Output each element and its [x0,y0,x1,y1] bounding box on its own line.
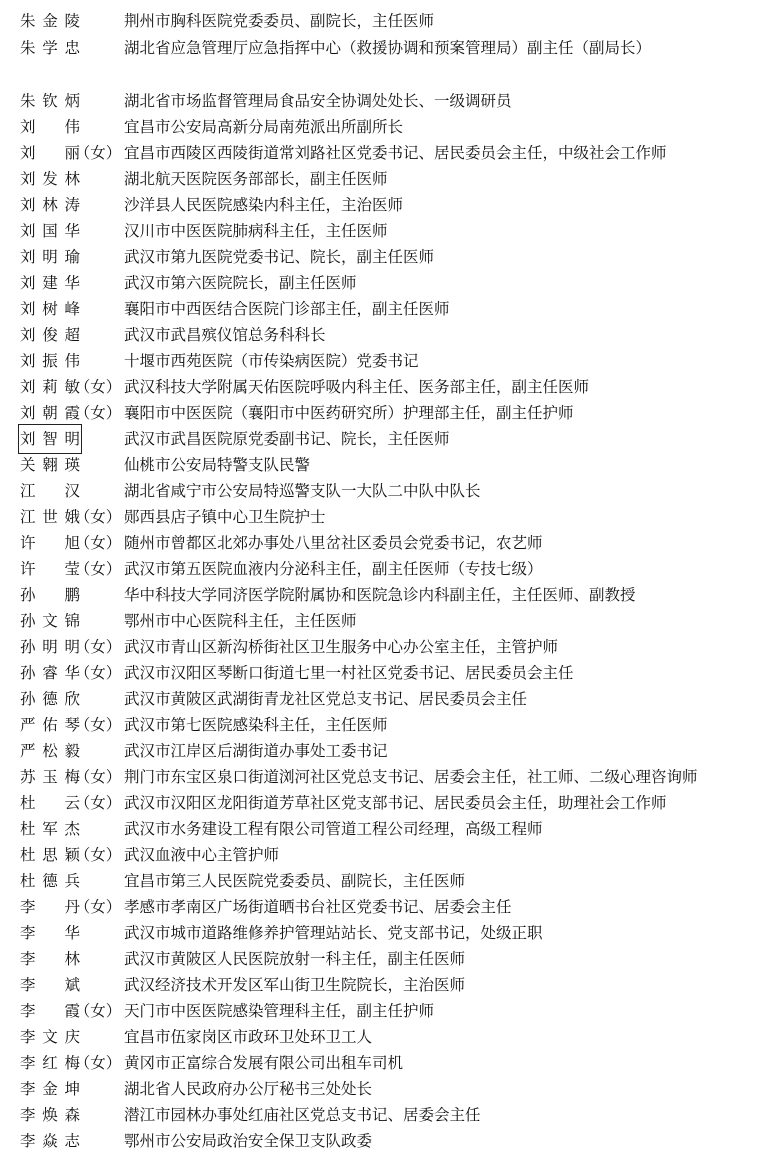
roster-entry [0,322,758,348]
roster-entry [0,296,758,322]
entry-name: 刘智明 [20,426,80,452]
roster-entry [0,790,758,816]
entry-title: 湖北省人民政府办公厅秘书三处处长 [124,1080,373,1098]
entry-name: 严松毅 [20,742,80,760]
roster-entry [0,114,758,140]
roster-entry [0,1050,758,1076]
entry-gender: （女） [74,794,122,812]
entry-name: 刘树峰 [20,300,80,318]
entry-title: 武汉市第九医院党委书记、院长，副主任医师 [124,248,435,266]
entry-name: 刘 丽 [20,144,80,162]
entry-title: 武汉科技大学附属天佑医院呼吸内科主任、医务部主任，副主任医师 [124,378,590,396]
entry-title: 武汉市第七医院感染科主任，主任医师 [124,716,388,734]
entry-title: 湖北省咸宁市公安局特巡警支队一大队二中队中队长 [124,482,481,500]
entry-title: 襄阳市中医医院（襄阳市中医药研究所）护理部主任，副主任护师 [124,404,574,422]
roster-entry [0,582,758,608]
entry-title: 武汉市第六医院院长，副主任医师 [124,274,357,292]
entry-name: 李焕森 [20,1106,80,1124]
entry-title: 十堰市西苑医院（市传染病医院）党委书记 [124,352,419,370]
entry-title: 武汉市武昌医院原党委副书记、院长，主任医师 [124,430,450,448]
entry-gender: （女） [74,1002,122,1020]
entry-title: 襄阳市中西医结合医院门诊部主任，副主任医师 [124,300,450,318]
entry-name: 李 斌 [20,976,80,994]
roster-entry [0,712,758,738]
entry-title: 武汉血液中心主管护师 [124,846,280,864]
entry-name: 李 丹 [20,898,80,916]
entry-title: 武汉市江岸区后湖街道办事处工委书记 [124,742,388,760]
entry-title: 宜昌市伍家岗区市政环卫处环卫工人 [124,1028,373,1046]
entry-name: 苏玉梅 [20,768,80,786]
entry-title: 黄冈市正富综合发展有限公司出租车司机 [124,1054,404,1072]
entry-title: 潜江市园林办事处红庙社区党总支书记、居委会主任 [124,1106,481,1124]
roster-entry [0,244,758,270]
entry-title: 武汉市黄陂区武湖街青龙社区党总支书记、居民委员会主任 [124,690,528,708]
entry-name: 孙明明 [20,638,80,656]
entry-gender: （女） [74,898,122,916]
entry-name: 江 汉 [20,482,80,500]
roster-entry [0,1128,758,1154]
roster-entry [0,374,758,400]
roster-entry [0,894,758,920]
entry-name: 许 莹 [20,560,80,578]
entry-name: 刘 伟 [20,118,80,136]
entry-title: 郧西县店子镇中心卫生院护士 [124,508,326,526]
entry-name: 刘莉敏 [20,378,80,396]
roster-entry [0,426,758,452]
entry-name: 李文庆 [20,1028,80,1046]
entry-name: 刘林涛 [20,196,80,214]
entry-name: 杜军杰 [20,820,80,838]
entry-gender: （女） [74,1054,122,1072]
entry-name: 李焱志 [20,1132,80,1150]
entry-name: 孙德欣 [20,690,80,708]
entry-name: 刘明瑜 [20,248,80,266]
entry-gender: （女） [74,404,122,422]
entry-name: 李 霞 [20,1002,80,1020]
roster-entry [0,348,758,374]
entry-title: 汉川市中医医院肺病科主任，主任医师 [124,222,388,240]
roster-entry [0,1076,758,1102]
roster-entry [0,218,758,244]
roster-entry [0,88,758,114]
entry-name: 刘俊超 [20,326,80,344]
entry-gender: （女） [74,508,122,526]
roster-entry [0,504,758,530]
entry-gender: （女） [74,846,122,864]
entry-name: 刘朝霞 [20,404,80,422]
roster-entry [0,764,758,790]
roster-entry [0,478,758,504]
entry-name: 孙文锦 [20,612,80,630]
roster-entry [0,868,758,894]
entry-name: 杜 云 [20,794,80,812]
entry-gender: （女） [74,378,122,396]
roster-entry [0,738,758,764]
entry-name: 刘发林 [20,170,80,188]
entry-gender: （女） [74,664,122,682]
entry-gender: （女） [74,560,122,578]
entry-name: 朱金陵 [20,12,80,30]
entry-title: 武汉市第五医院血液内分泌科主任，副主任医师（专技七级） [124,560,543,578]
entry-name: 许 旭 [20,534,80,552]
entry-name: 杜德兵 [20,872,80,890]
entry-name: 李红梅 [20,1054,80,1072]
entry-title: 武汉经济技术开发区军山街卫生院院长，主治医师 [124,976,466,994]
roster-entry [0,660,758,686]
entry-name: 孙睿华 [20,664,80,682]
entry-title: 鄂州市中心医院科主任，主任医师 [124,612,357,630]
entry-name: 江世娥 [20,508,80,526]
entry-name: 李 华 [20,924,80,942]
roster-entry [0,35,758,61]
entry-gender: （女） [74,768,122,786]
entry-gender: （女） [74,638,122,656]
entry-title: 宜昌市公安局高新分局南苑派出所副所长 [124,118,404,136]
entry-title: 武汉市汉阳区龙阳街道芳草社区党支部书记、居民委员会主任，助理社会工作师 [124,794,667,812]
entry-title: 武汉市城市道路维修养护管理站站长、党支部书记，处级正职 [124,924,543,942]
entry-title: 湖北省市场监督管理局食品安全协调处处长、一级调研员 [124,92,512,110]
entry-name: 严佑琴 [20,716,80,734]
entry-title: 天门市中医医院感染管理科主任，副主任护师 [124,1002,435,1020]
entry-name: 李 林 [20,950,80,968]
roster-entry [0,816,758,842]
roster-entry [0,998,758,1024]
entry-name: 刘建华 [20,274,80,292]
entry-name: 刘国华 [20,222,80,240]
entry-title: 宜昌市西陵区西陵街道常刘路社区党委书记、居民委员会主任，中级社会工作师 [124,144,667,162]
entry-gender: （女） [74,144,122,162]
roster-entry [0,1024,758,1050]
entry-title: 武汉市水务建设工程有限公司管道工程公司经理，高级工程师 [124,820,543,838]
roster-entry [0,166,758,192]
roster-entry [0,192,758,218]
entry-title: 宜昌市第三人民医院党委委员、副院长，主任医师 [124,872,466,890]
roster-entry [0,452,758,478]
entry-title: 随州市曾都区北郊办事处八里岔社区委员会党委书记，农艺师 [124,534,543,552]
roster-entry [0,842,758,868]
entry-name: 孙 鹏 [20,586,80,604]
roster-entry [0,400,758,426]
roster-entry [0,920,758,946]
roster-entry [0,270,758,296]
entry-gender: （女） [74,534,122,552]
roster-entry [0,1102,758,1128]
entry-gender: （女） [74,716,122,734]
entry-title: 湖北航天医院医务部部长，副主任医师 [124,170,388,188]
roster-entry [0,140,758,166]
roster-entry [0,530,758,556]
entry-title: 武汉市青山区新沟桥街社区卫生服务中心办公室主任，主管护师 [124,638,559,656]
roster-entry [0,972,758,998]
roster-entry [0,556,758,582]
entry-title: 武汉市武昌殡仪馆总务科科长 [124,326,326,344]
entry-title: 孝感市孝南区广场街道晒书台社区党委书记、居委会主任 [124,898,512,916]
roster-entry [0,8,758,34]
entry-title: 武汉市汉阳区琴断口街道七里一村社区党委书记、居民委员会主任 [124,664,574,682]
entry-name: 朱钦炳 [20,92,80,110]
entry-title: 鄂州市公安局政治安全保卫支队政委 [124,1132,373,1150]
entry-title: 沙洋县人民医院感染内科主任，主治医师 [124,196,404,214]
entry-title: 荆门市东宝区泉口街道浏河社区党总支书记、居委会主任，社工师、二级心理咨询师 [124,768,698,786]
entry-name: 朱学忠 [20,39,80,57]
entry-title: 湖北省应急管理厅应急指挥中心（救援协调和预案管理局）副主任（副局长） [124,39,652,57]
roster-entry [0,608,758,634]
entry-title: 仙桃市公安局特警支队民警 [124,456,311,474]
entry-title: 荆州市胸科医院党委委员、副院长，主任医师 [124,12,435,30]
entry-title: 武汉市黄陂区人民医院放射一科主任，副主任医师 [124,950,466,968]
entry-name: 杜思颖 [20,846,80,864]
roster-entry [0,634,758,660]
entry-title: 华中科技大学同济医学院附属协和医院急诊内科副主任，主任医师、副教授 [124,586,636,604]
roster-entry [0,686,758,712]
entry-name: 李金坤 [20,1080,80,1098]
entry-name: 关翱瑛 [20,456,80,474]
roster-entry [0,946,758,972]
entry-name: 刘振伟 [20,352,80,370]
